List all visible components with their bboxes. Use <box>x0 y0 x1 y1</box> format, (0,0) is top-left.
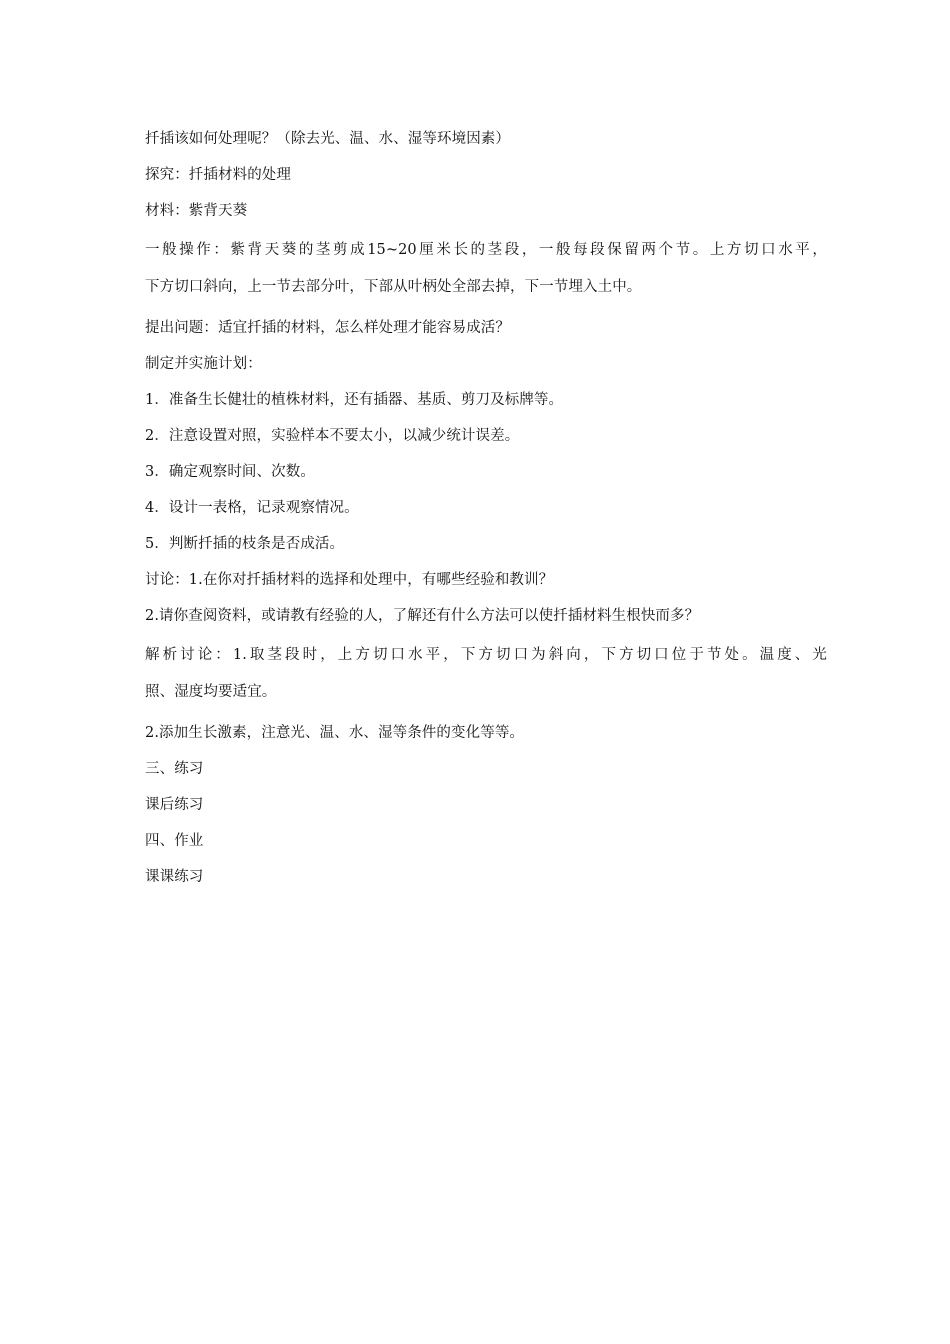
section-heading: 四、作业 <box>145 833 204 849</box>
text-line: 课后练习 <box>145 797 204 813</box>
text-line: 照、湿度均要适宜。 <box>145 684 277 700</box>
text-line: 2.请你查阅资料，或请教有经验的人，了解还有什么方法可以使扦插材料生根快而多？ <box>145 608 700 624</box>
list-item: 4．设计一表格，记录观察情况。 <box>145 500 359 516</box>
text-line: 课课练习 <box>145 869 204 885</box>
text-line: 讨论：1.在你对扦插材料的选择和处理中，有哪些经验和教训？ <box>145 572 554 588</box>
text-line: 提出问题：适宜扦插的材料，怎么样处理才能容易成活？ <box>145 320 510 336</box>
list-item: 3．确定观察时间、次数。 <box>145 464 315 480</box>
text-line: 一般操作：紫背天葵的茎剪成15~20厘米长的茎段，一般每段保留两个节。上方切口水平， <box>145 242 827 258</box>
list-item: 5．判断扦插的枝条是否成活。 <box>145 536 345 552</box>
document-body <box>145 121 827 895</box>
list-item: 1．准备生长健壮的植株材料，还有插器、基质、剪刀及标牌等。 <box>145 392 564 408</box>
list-item: 2．注意设置对照，实验样本不要太小，以减少统计误差。 <box>145 428 520 444</box>
text-line: 2.添加生长激素，注意光、温、水、湿等条件的变化等等。 <box>145 725 525 741</box>
text-line: 扦插该如何处理呢？（除去光、温、水、湿等环境因素） <box>145 131 510 147</box>
text-line: 解析讨论：1.取茎段时，上方切口水平，下方切口为斜向，下方切口位于节处。温度、光 <box>145 647 827 663</box>
text-line: 下方切口斜向，上一节去部分叶，下部从叶柄处全部去掉，下一节埋入土中。 <box>145 279 642 295</box>
section-heading: 三、练习 <box>145 761 204 777</box>
text-line: 探究：扦插材料的处理 <box>145 167 291 183</box>
text-line: 材料：紫背天葵 <box>145 203 248 219</box>
text-line: 制定并实施计划： <box>145 356 262 372</box>
